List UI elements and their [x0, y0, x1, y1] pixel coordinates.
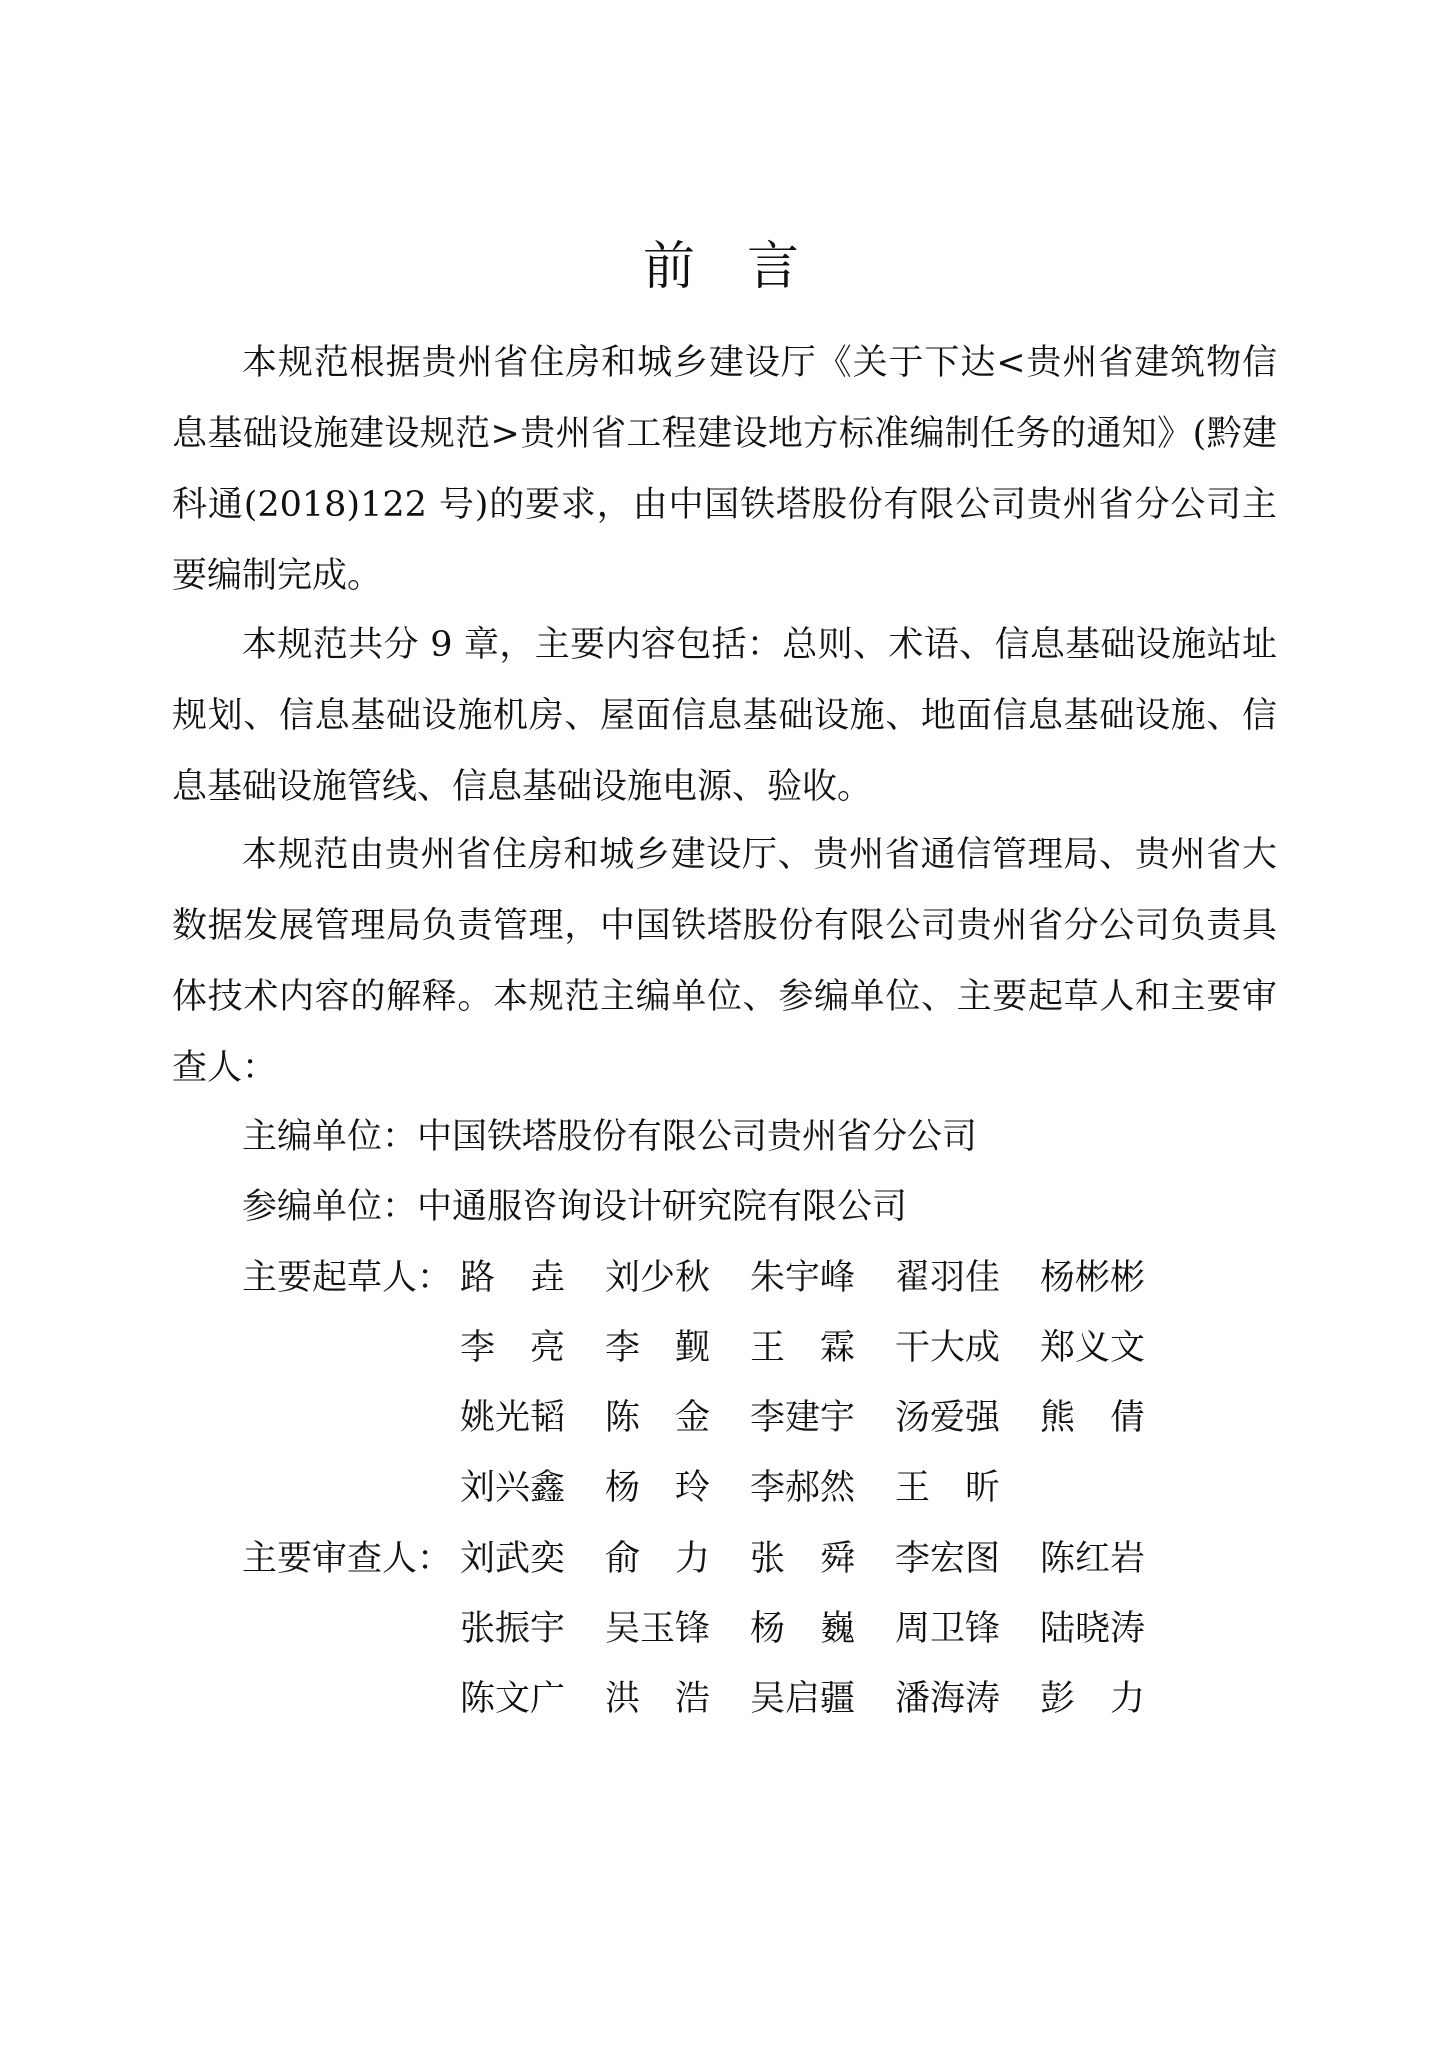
chief-editing-unit: 主编单位：中国铁塔股份有限公司贵州省分公司 — [242, 1117, 978, 1157]
reviewers-label: 主要审查人： — [242, 1539, 453, 1579]
drafter-name: 刘少秋 — [605, 1258, 711, 1298]
reviewer-name: 陆晓涛 — [1040, 1609, 1146, 1649]
reviewers-list — [460, 1524, 1185, 1734]
participating-editing-unit: 参编单位：中通服咨询设计研究院有限公司 — [242, 1187, 908, 1227]
reviewer-name: 陈文广 — [460, 1679, 566, 1719]
reviewer-name: 吴玉锋 — [605, 1609, 711, 1649]
reviewer-name: 杨巍 — [750, 1609, 855, 1649]
drafter-name: 刘兴鑫 — [460, 1468, 566, 1508]
reviewer-name: 洪浩 — [605, 1679, 710, 1719]
reviewer-name: 彭力 — [1040, 1679, 1145, 1719]
drafter-name: 杨彬彬 — [1040, 1258, 1146, 1298]
reviewer-name: 周卫锋 — [895, 1609, 1001, 1649]
reviewer-name: 刘武奕 — [460, 1539, 566, 1579]
drafter-name: 路垚 — [460, 1258, 565, 1298]
reviewer-name: 李宏图 — [895, 1539, 1001, 1579]
drafter-name: 王霖 — [750, 1328, 855, 1368]
drafter-name: 姚光韬 — [460, 1398, 566, 1438]
drafter-name: 朱宇峰 — [750, 1258, 856, 1298]
drafters-label: 主要起草人： — [242, 1258, 453, 1298]
drafter-name: 杨玲 — [605, 1468, 710, 1508]
paragraph-management: 本规范由贵州省住房和城乡建设厅、贵州省通信管理局、贵州省大数据发展管理局负责管理，中国铁塔股份有限公司贵州省分公司负责具体技术内容的解释。本规范主编单位、参编单位、主要起草人和主要审查人： — [172, 835, 1277, 1088]
drafter-name: 李觐 — [605, 1328, 710, 1368]
drafters-list — [460, 1243, 1185, 1523]
drafter-name: 李建宇 — [750, 1398, 856, 1438]
paragraph-contents: 本规范共分 9 章，主要内容包括：总则、术语、信息基础设施站址规划、信息基础设施机房、屋面信息基础设施、地面信息基础设施、信息基础设施管线、信息基础设施电源、验收。 — [172, 625, 1277, 807]
drafter-name: 王昕 — [895, 1468, 1000, 1508]
drafter-name: 陈金 — [605, 1398, 710, 1438]
reviewer-name: 张舜 — [750, 1539, 855, 1579]
drafter-name: 李亮 — [460, 1328, 565, 1368]
drafter-name: 干大成 — [895, 1328, 1001, 1368]
drafter-name: 汤爱强 — [895, 1398, 1001, 1438]
drafter-name: 郑义文 — [1040, 1328, 1146, 1368]
page-title: 前言 — [642, 237, 851, 297]
drafter-name: 熊倩 — [1040, 1398, 1145, 1438]
reviewer-name: 陈红岩 — [1040, 1539, 1146, 1579]
paragraph-basis: 本规范根据贵州省住房和城乡建设厅《关于下达<贵州省建筑物信息基础设施建设规范>贵州省工程建设地方标准编制任务的通知》(黔建科通(2018)122 号)的要求，由中国铁塔股份有限公司贵州省分公司主要编制完成。 — [172, 343, 1277, 596]
reviewer-name: 吴启疆 — [750, 1679, 856, 1719]
drafter-name: 翟羽佳 — [895, 1258, 1001, 1298]
drafter-name: 李郝然 — [750, 1468, 856, 1508]
reviewer-name: 俞力 — [605, 1539, 710, 1579]
reviewer-name: 潘海涛 — [895, 1679, 1001, 1719]
reviewer-name: 张振宇 — [460, 1609, 566, 1649]
